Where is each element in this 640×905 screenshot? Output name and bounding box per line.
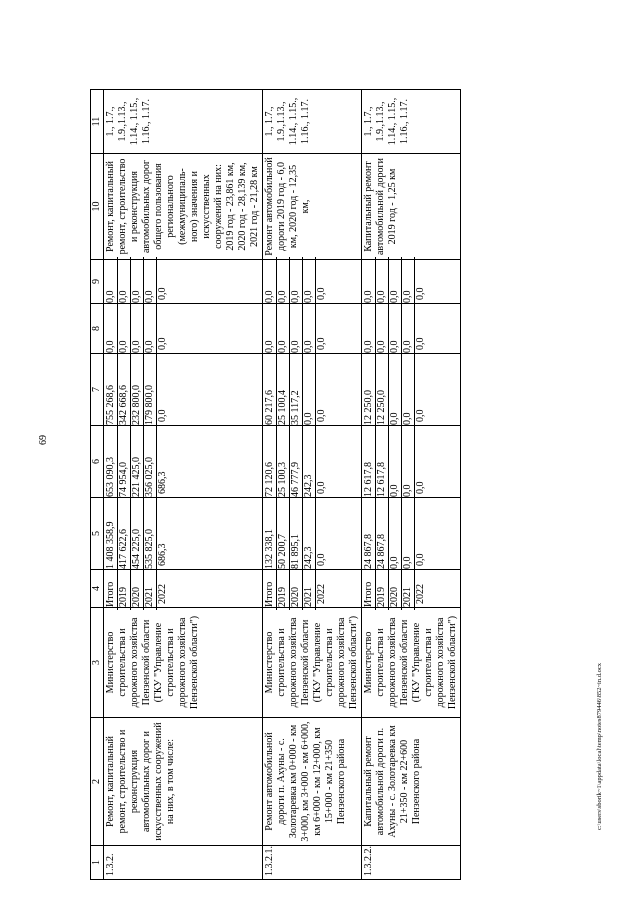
column-number-1: 1 xyxy=(91,846,104,880)
funding-total-value: 24 867,8 xyxy=(376,495,389,572)
years xyxy=(362,570,461,608)
funding-other-value: 0,0 xyxy=(290,257,303,306)
funding-local-value: 0,0 xyxy=(157,337,168,350)
funding-total xyxy=(362,498,461,570)
funding-other-value: 0,0 xyxy=(144,257,157,306)
indicator-link: 1., 1.7., 1.9.,1.13., 1.14., 1.15., 1.16., 1.17. xyxy=(362,90,461,154)
measure-name: Капитальный ремонт автомобильной дороги п. Ахуны - с. Золотаревка км 21+350 - км 22+600 Пензенского района xyxy=(362,718,461,846)
funding-total-value: 24 867,8 xyxy=(363,495,376,572)
funding-regional-value: 0,0 xyxy=(303,351,316,428)
years-value: 2021 xyxy=(402,567,415,610)
column-number-5: 5 xyxy=(91,498,104,570)
funding-local-value: 0,0 xyxy=(402,301,415,356)
funding-regional-value: 12 250,0 xyxy=(376,351,389,428)
funding-total-value: 81 895,1 xyxy=(290,495,303,572)
funding-local xyxy=(104,304,263,354)
funding-federal-value: 0,0 xyxy=(402,423,415,500)
funding-regional xyxy=(362,354,461,426)
funding-federal xyxy=(104,426,263,498)
target-indicator: Ремонт, капитальный ремонт, строительство и реконструкция автомобильных дорог общего пользования регионального (межмуниципаль-ного) значения и искусственных сооружений на них: 2019 год - 23,861 км, 2020 год - 28,139 км, 2021 год - 21,28 км xyxy=(104,154,263,260)
funding-local-value: 0,0 xyxy=(144,301,157,356)
executor: Министерство строительства и дорожного хозяйства Пензенской области (ГКУ "Управление строительства и дорожного хозяйства Пензенской области") xyxy=(362,608,461,718)
funding-total-value: 242,3 xyxy=(303,495,316,572)
column-number-9: 9 xyxy=(91,260,104,304)
funding-federal-value: 0,0 xyxy=(389,423,402,500)
target-indicator: Капитальный ремонт автомобильной дороги 2019 год - 1,25 км xyxy=(362,154,461,260)
funding-total-value: 454 225,0 xyxy=(131,495,144,572)
row-number: 1.3.2.1. xyxy=(263,846,362,880)
years-value: Итого xyxy=(105,567,118,610)
funding-federal-value: 356 025,0 xyxy=(144,423,157,500)
indicator-link: 1., 1.7., 1.9.,1.13., 1.14., 1.15., 1.16., 1.17. xyxy=(263,90,362,154)
funding-other-value: 0,0 xyxy=(415,287,426,300)
funding-total-value: 417 622,6 xyxy=(118,495,131,572)
funding-local-value: 0,0 xyxy=(363,301,376,356)
table-row xyxy=(104,90,263,880)
years-value: 2019 xyxy=(118,567,131,610)
years-value: 2019 xyxy=(376,567,389,610)
funding-federal-value: 74 954,0 xyxy=(118,423,131,500)
column-number-6: 6 xyxy=(91,426,104,498)
column-numbers-row xyxy=(91,90,104,880)
funding-total-value: 686,3 xyxy=(157,543,168,566)
funding-other-value: 0,0 xyxy=(157,287,168,300)
column-number-4: 4 xyxy=(91,570,104,608)
funding-regional-value: 0,0 xyxy=(402,351,415,428)
funding-total-value: 0,0 xyxy=(402,495,415,572)
funding-total-value: 1 408 358,9 xyxy=(105,495,118,572)
years-value: 2019 xyxy=(277,567,290,610)
measure-name: Ремонт, капитальный ремонт, строительство и реконструкция автомобильных дорог и искусственных сооружений на них, в том числе: xyxy=(104,718,263,846)
funding-other-value: 0,0 xyxy=(316,287,327,300)
funding-other-value: 0,0 xyxy=(363,257,376,306)
funding-other-value: 0,0 xyxy=(264,257,277,306)
program-table-sheet xyxy=(90,90,580,880)
funding-local-value: 0,0 xyxy=(118,301,131,356)
funding-total-value: 0,0 xyxy=(316,553,327,566)
column-number-8: 8 xyxy=(91,304,104,354)
funding-regional-value: 60 217,6 xyxy=(264,351,277,428)
years-value: 2020 xyxy=(290,567,303,610)
funding-local-value: 0,0 xyxy=(264,301,277,356)
funding-regional xyxy=(263,354,362,426)
executor: Министерство строительства и дорожного хозяйства Пензенской области (ГКУ "Управление строительства и дорожного хозяйства Пензенской области") xyxy=(263,608,362,718)
column-number-3: 3 xyxy=(91,608,104,718)
executor: Министерство строительства и дорожного хозяйства Пензенской области (ГКУ "Управление строительства и дорожного хозяйства Пензенской области") xyxy=(104,608,263,718)
funding-federal-value: 242,3 xyxy=(303,423,316,500)
funding-federal-value: 12 617,8 xyxy=(363,423,376,500)
years-value: 2022 xyxy=(415,584,426,604)
years-value: Итого xyxy=(363,567,376,610)
funding-local-value: 0,0 xyxy=(105,301,118,356)
funding-total xyxy=(104,498,263,570)
funding-local-value: 0,0 xyxy=(415,337,426,350)
funding-regional-value: 0,0 xyxy=(316,409,327,422)
funding-federal-value: 0,0 xyxy=(415,481,426,494)
funding-federal-value: 25 100,3 xyxy=(277,423,290,500)
funding-other-value: 0,0 xyxy=(389,257,402,306)
funding-federal-value: 46 777,9 xyxy=(290,423,303,500)
years-value: 2022 xyxy=(157,584,168,604)
funding-federal-value: 12 617,8 xyxy=(376,423,389,500)
table-row xyxy=(263,90,362,880)
funding-local-value: 0,0 xyxy=(290,301,303,356)
funding-regional-value: 342 668,6 xyxy=(118,351,131,428)
funding-regional-value: 0,0 xyxy=(389,351,402,428)
funding-regional-value: 232 800,0 xyxy=(131,351,144,428)
column-number-7: 7 xyxy=(91,354,104,426)
funding-other-value: 0,0 xyxy=(402,257,415,306)
funding-other xyxy=(362,260,461,304)
funding-other-value: 0,0 xyxy=(376,257,389,306)
funding-regional-value: 0,0 xyxy=(415,409,426,422)
column-number-11: 11 xyxy=(91,90,104,154)
page-number: 69 xyxy=(38,435,49,445)
funding-other xyxy=(104,260,263,304)
funding-local-value: 0,0 xyxy=(277,301,290,356)
program-table xyxy=(90,89,461,880)
funding-other xyxy=(263,260,362,304)
funding-regional xyxy=(104,354,263,426)
measure-name: Ремонт автомобильной дороги п. Ахуны - с. Золотаревка км 0+000 - км 3+000, км 3+000 - км 6+000, км 6+000 - км 12+000, км 15+000 - км 21+350 Пензенского района xyxy=(263,718,362,846)
indicator-link: 1., 1.7., 1.9.,1.13., 1.14., 1.15., 1.16., 1.17. xyxy=(104,90,263,154)
funding-local xyxy=(362,304,461,354)
years xyxy=(263,570,362,608)
table-row xyxy=(362,90,461,880)
funding-federal-value: 221 425,0 xyxy=(131,423,144,500)
years-value: 2021 xyxy=(144,567,157,610)
funding-federal xyxy=(362,426,461,498)
footer-file-path: c:\users\sborik~1\appdata\local\temp\notes879446\852~in.d.ocx xyxy=(596,663,603,830)
funding-total-value: 132 338,1 xyxy=(264,495,277,572)
column-number-10: 10 xyxy=(91,154,104,260)
funding-federal-value: 0,0 xyxy=(316,481,327,494)
funding-federal xyxy=(263,426,362,498)
funding-local-value: 0,0 xyxy=(316,337,327,350)
funding-other-value: 0,0 xyxy=(105,257,118,306)
funding-total-value: 50 200,7 xyxy=(277,495,290,572)
years xyxy=(104,570,263,608)
row-number: 1.3.2. xyxy=(104,846,263,880)
funding-other-value: 0,0 xyxy=(131,257,144,306)
funding-other-value: 0,0 xyxy=(118,257,131,306)
funding-local-value: 0,0 xyxy=(389,301,402,356)
funding-regional-value: 179 800,0 xyxy=(144,351,157,428)
target-indicator: Ремонт автомобильной дороги 2019 год - 6,0 км, 2020 год - 12,35 км, xyxy=(263,154,362,260)
funding-federal-value: 72 120,6 xyxy=(264,423,277,500)
funding-total-value: 0,0 xyxy=(389,495,402,572)
funding-regional-value: 755 268,6 xyxy=(105,351,118,428)
years-value: 2020 xyxy=(131,567,144,610)
funding-local xyxy=(263,304,362,354)
funding-local-value: 0,0 xyxy=(303,301,316,356)
funding-other-value: 0,0 xyxy=(277,257,290,306)
years-value: Итого xyxy=(264,567,277,610)
funding-regional-value: 0,0 xyxy=(157,409,168,422)
years-value: 2020 xyxy=(389,567,402,610)
funding-regional-value: 25 100,4 xyxy=(277,351,290,428)
years-value: 2021 xyxy=(303,567,316,610)
funding-other-value: 0,0 xyxy=(303,257,316,306)
funding-total-value: 0,0 xyxy=(415,553,426,566)
funding-local-value: 0,0 xyxy=(376,301,389,356)
row-number: 1.3.2.2. xyxy=(362,846,461,880)
column-number-2: 2 xyxy=(91,718,104,846)
funding-federal-value: 653 090,3 xyxy=(105,423,118,500)
funding-local-value: 0,0 xyxy=(131,301,144,356)
funding-federal-value: 686,3 xyxy=(157,471,168,494)
funding-total-value: 535 825,0 xyxy=(144,495,157,572)
years-value: 2022 xyxy=(316,584,327,604)
funding-regional-value: 12 250,0 xyxy=(363,351,376,428)
funding-total xyxy=(263,498,362,570)
funding-regional-value: 35 117,2 xyxy=(290,351,303,428)
